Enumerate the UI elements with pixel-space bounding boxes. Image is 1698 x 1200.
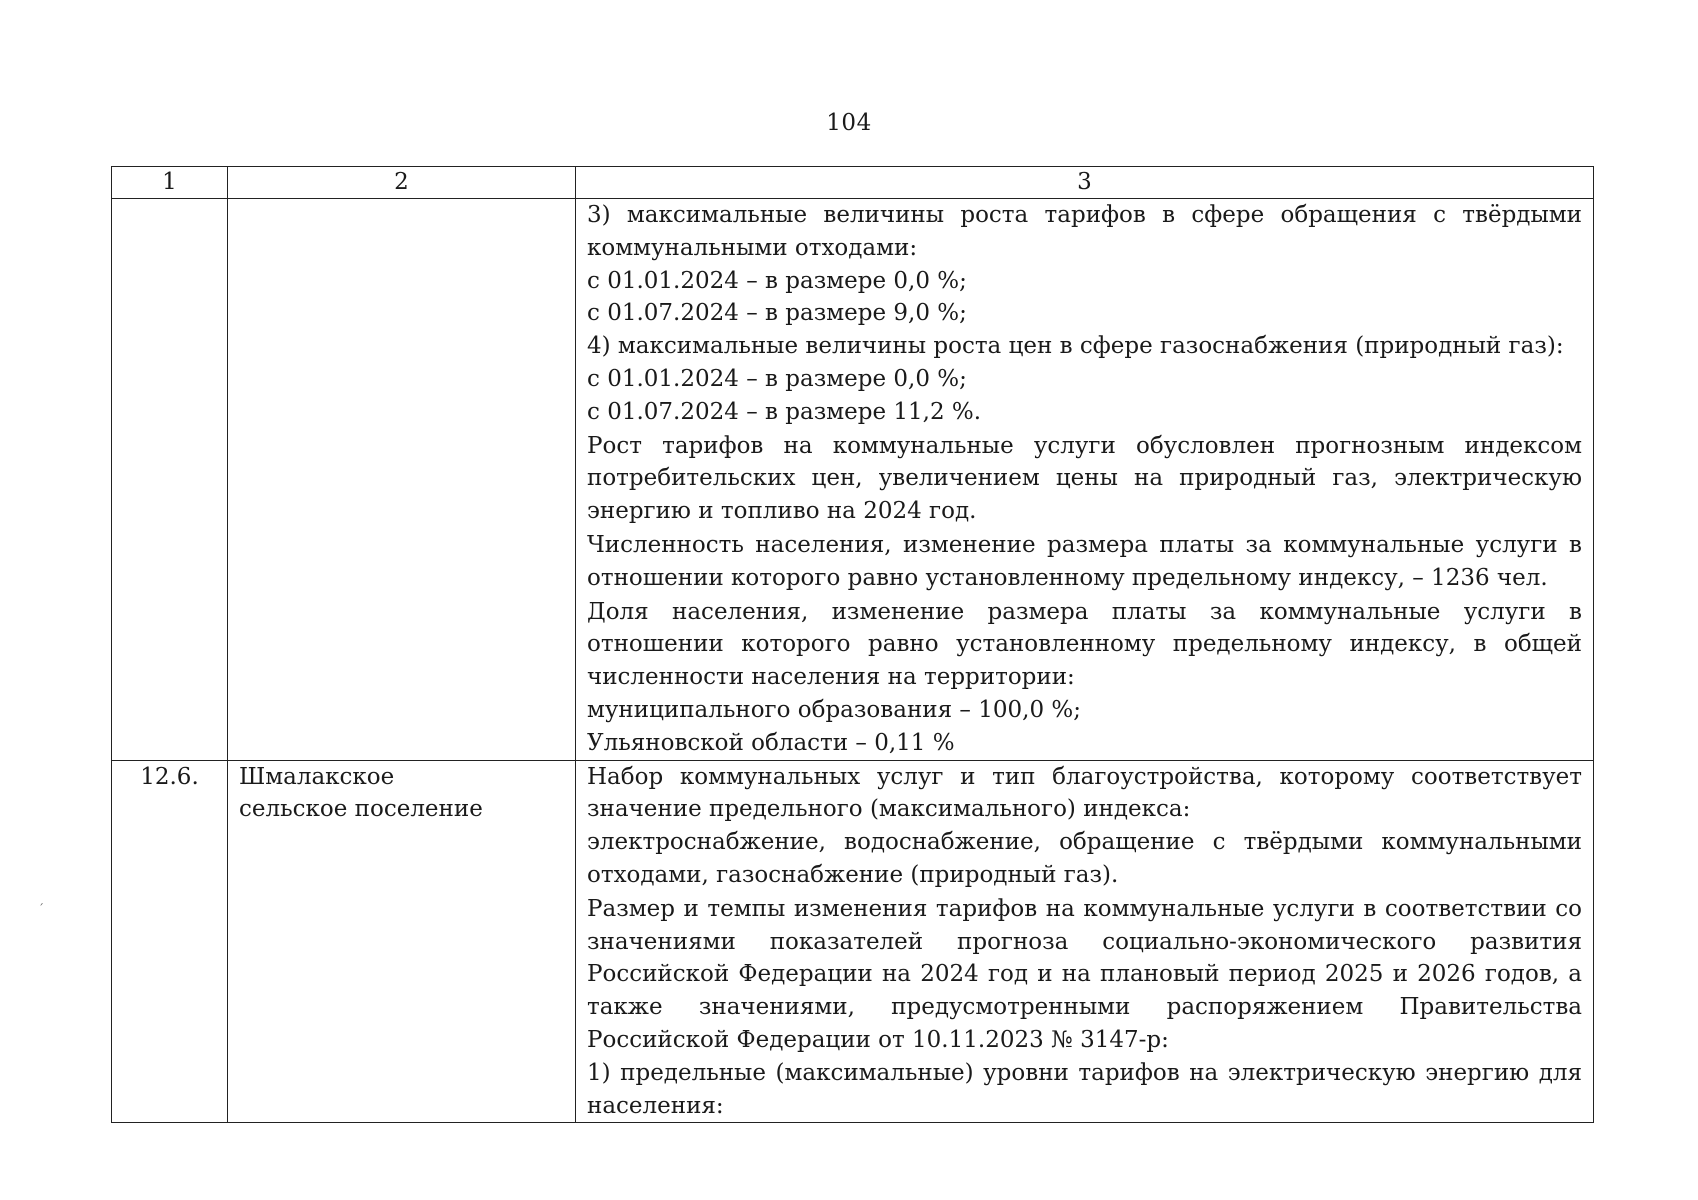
table-header-row [112, 167, 1594, 199]
tariff-content-cell [576, 760, 1594, 1123]
settlement-name-cell [228, 199, 576, 761]
column-header-1: 1 [112, 167, 228, 199]
content-paragraph: с 01.07.2024 – в размере 11,2 %. [587, 398, 982, 425]
settlement-name-line2: сельское поселение [239, 796, 483, 823]
table-row [112, 199, 1594, 761]
content-paragraph: 1) предельные (максимальные) уровни тарифов на электрическую энергию для населения: [587, 1059, 1582, 1119]
page-number: 104 [826, 110, 872, 136]
content-paragraph: с 01.01.2024 – в размере 0,0 %; [587, 365, 967, 392]
content-paragraph: муниципального образования – 100,0 %; [587, 696, 1081, 723]
tariff-content-cell [576, 199, 1594, 761]
content-paragraph: 4) максимальные величины роста цен в сфере газоснабжения (природный газ): [587, 333, 1564, 360]
row-number: 12.6. [140, 763, 199, 790]
content-paragraph: Размер и темпы изменения тарифов на коммунальные услуги в соответствии со значениями показателей прогноза социально-экономического развития Российской Федерации на 2024 год и на плановый период 2025 и 2026 годов, а также значениями, предусмотренными распоряжением Правительства Российской Федерации от 10.11.2023 № 3147-р: [587, 895, 1582, 1053]
content-paragraph: 3) максимальные величины роста тарифов в сфере обращения с твёрдыми коммунальными отходами: [587, 202, 1582, 261]
row-number-cell [112, 760, 228, 1123]
content-paragraph: Доля населения, изменение размера платы за коммунальные услуги в отношении которого равно установленному предельному индексу, в общей численности населения на территории: [587, 598, 1582, 691]
column-header-3: 3 [576, 167, 1594, 199]
content-paragraph: электроснабжение, водоснабжение, обращение с твёрдыми коммунальными отходами, газоснабжение (природный газ). [587, 829, 1582, 888]
content-paragraph: Численность населения, изменение размера платы за коммунальные услуги в отношении которого равно установленному предельному индексу, – 1236 чел. [587, 531, 1582, 591]
content-paragraph: Набор коммунальных услуг и тип благоустройства, которому соответствует значение предельного (максимального) индекса: [587, 763, 1582, 823]
tariff-table [111, 166, 1594, 1123]
table-row [112, 760, 1594, 1123]
content-paragraph: Рост тарифов на коммунальные услуги обусловлен прогнозным индексом потребительских цен, увеличением цены на природный газ, электрическую энергию и топливо на 2024 год. [587, 432, 1582, 525]
row-number-cell [112, 199, 228, 761]
scan-speck: ´ [38, 902, 44, 916]
content-paragraph: с 01.07.2024 – в размере 9,0 %; [587, 300, 967, 327]
settlement-name-line1: Шмалакское [239, 763, 395, 790]
column-header-2: 2 [228, 167, 576, 199]
content-paragraph: Ульяновской области – 0,11 % [587, 729, 955, 756]
content-paragraph: с 01.01.2024 – в размере 0,0 %; [587, 267, 967, 294]
settlement-name-cell [228, 760, 576, 1123]
